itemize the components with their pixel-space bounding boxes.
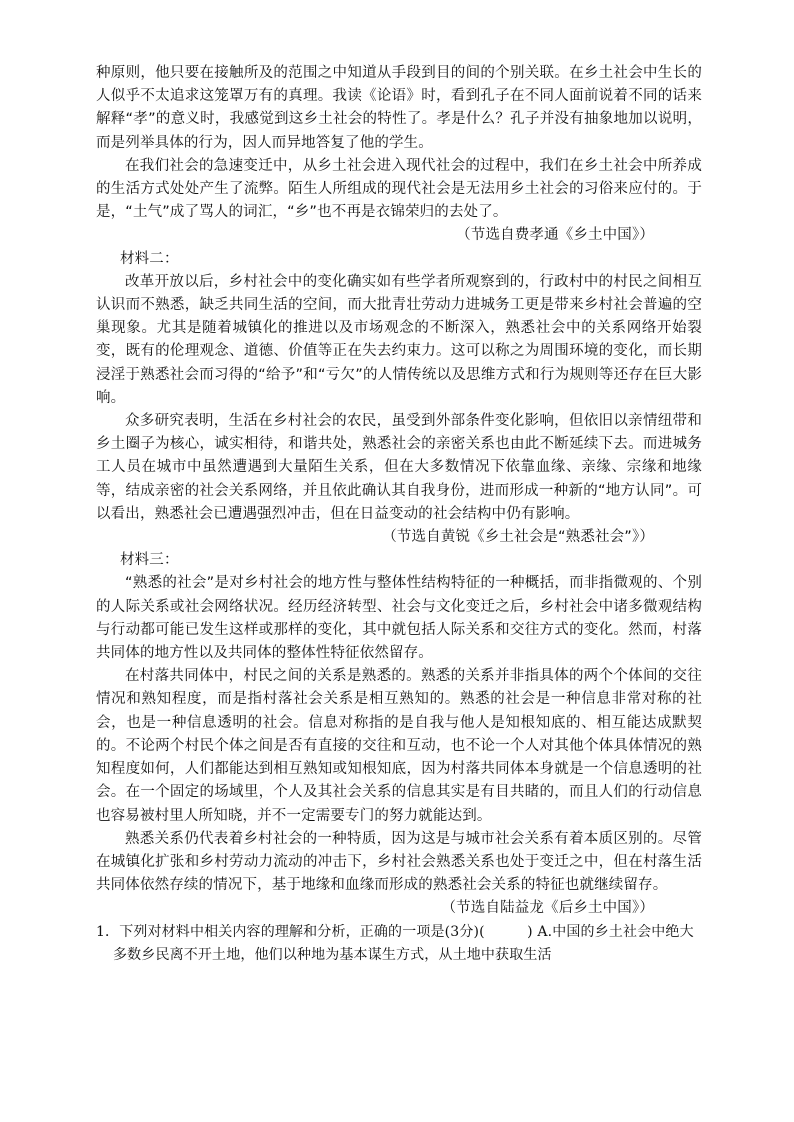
- material3-label: 材料三：: [120, 552, 179, 569]
- material2-paragraph-1: 改革开放以后，乡村社会中的变化确实如有些学者所观察到的，行政村中的村民之间相互认识而不熟悉，缺乏共同生活的空间，而大批青壮劳动力进城务工更是带来乡村社会普遍的空巢现象。尤其是随着城镇化的推进以及市场观念的不断深入，熟悉社会中的关系网络开始裂变，既有的伦理观念、道德、价值等正在失去约束力。这可以称之为周围环境的变化，而长期浸淫于熟悉社会而习得的“给予”和“亏欠”的人情传统以及思维方式和行为规则等还存在巨大影响。: [96, 273, 702, 406]
- question-1: [96, 921, 702, 967]
- material3-source: （节选自陆益龙《后乡土中国》）: [441, 900, 654, 917]
- document-body: [96, 62, 702, 967]
- material3-paragraph-1: “熟悉的社会”是对乡村社会的地方性与整体性结构特征的一种概括，而非指微观的、个别的人际关系或社会网络状况。经历经济转型、社会与文化变迁之后，乡村社会中诸多微观结构与行动都可能已发生这样或那样的变化，其中就包括人际关系和交往方式的变化。然而，村落共同体的地方性以及共同体的整体性特征依然留存。: [96, 575, 702, 662]
- material1-paragraph-2: 在我们社会的急速变迁中，从乡土社会进入现代社会的过程中，我们在乡土社会中所养成的生活方式处处产生了流弊。陌生人所组成的现代社会是无法用乡土社会的习俗来应付的。于是，“土气”成了骂人的词汇，“乡”也不再是衣锦荣归的去处了。: [96, 157, 702, 221]
- question-1-stem: 1．下列对材料中相关内容的理解和分析，正确的一项是(3分)( ): [96, 923, 533, 940]
- question-1-option-a-continued: 多数乡民离不开土地，他们以种地为基本谋生方式，从土地中获取生活: [113, 946, 552, 963]
- material2-source: （节选自黄锐《乡土社会是“熟悉社会”》）: [382, 529, 654, 546]
- material2-label: 材料二：: [120, 250, 179, 267]
- material2-paragraph-2: 众多研究表明，生活在乡村社会的农民，虽受到外部条件变化影响，但依旧以亲情纽带和乡土圈子为核心，诚实相待，和谐共处，熟悉社会的亲密关系也由此不断延续下去。而进城务工人员在城市中虽然遭遇到大量陌生关系，但在大多数情况下依靠血缘、亲缘、宗缘和地缘等，结成亲密的社会关系网络，并且依此确认其自我身份，进而形成一种新的“地方认同”。可以看出，熟悉社会已遭遇强烈冲击，但在日益变动的社会结构中仍有影响。: [96, 413, 702, 522]
- material3-paragraph-3: 熟悉关系仍代表着乡村社会的一种特质，因为这是与城市社会关系有着本质区别的。尽管在城镇化扩张和乡村劳动力流动的冲击下，乡村社会熟悉关系也处于变迁之中，但在村落生活共同体依然存续的情况下，基于地缘和血缘而形成的熟悉社会关系的特征也就继续留存。: [96, 830, 702, 894]
- material3-paragraph-2: 在村落共同体中，村民之间的关系是熟悉的。熟悉的关系并非指具体的两个个体间的交往情况和熟知程度，而是指村落社会关系是相互熟知的。熟悉的社会是一种信息非常对称的社会，也是一种信息透明的社会。信息对称指的是自我与他人是知根知底的、相互能达成默契的。不论两个村民个体之间是否有直接的交往和互动，也不论一个人对其他个体具体情况的熟知程度如何，人们都能达到相互熟知或知根知底，因为村落共同体本身就是一个信息透明的社会。在一个固定的场域里，个人及其社会关系的信息其实是有目共睹的，而且人们的行动信息也容易被村里人所知晓，并不一定需要专门的努力就能达到。: [96, 668, 702, 824]
- question-1-option-a: A.中国的乡土社会中绝大: [532, 923, 694, 940]
- material1-paragraph-1: 种原则，他只要在接触所及的范围之中知道从手段到目的间的个别关联。在乡土社会中生长的人似乎不太追求这笼罩万有的真理。我读《论语》时，看到孔子在不同人面前说着不同的话来解释“孝”的意义时，我感觉到这乡土社会的特性了。孝是什么？孔子并没有抽象地加以说明，而是列举具体的行为，因人而异地答复了他的学生。: [96, 65, 702, 151]
- material1-source: （节选自费孝通《乡土中国》）: [456, 227, 654, 244]
